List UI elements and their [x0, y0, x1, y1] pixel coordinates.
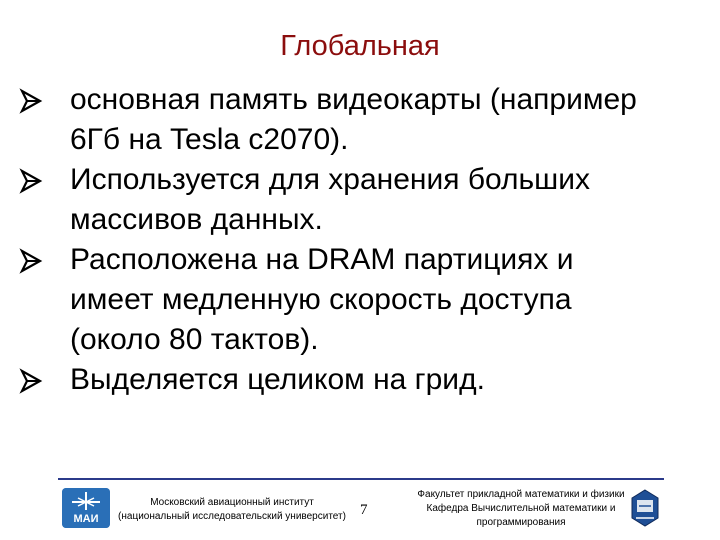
- arrow-bullet-icon: [18, 360, 54, 400]
- arrow-bullet-icon: [18, 160, 54, 200]
- bullet-item: [18, 80, 708, 160]
- bullet-list: [18, 80, 708, 400]
- bullet-item: [18, 360, 708, 400]
- faculty-name: [408, 488, 634, 530]
- bullet-line: 6Гб на Tesla c2070).: [70, 123, 349, 156]
- arrow-bullet-icon: [18, 80, 54, 120]
- bullet-line: (около 80 тактов).: [70, 323, 319, 356]
- arrow-bullet-icon: [18, 240, 54, 280]
- slide-footer: [0, 482, 720, 540]
- faculty-line: Кафедра Вычислительной математики и: [426, 503, 616, 514]
- bullet-item: [18, 160, 708, 240]
- bullet-line: массивов данных.: [70, 203, 323, 236]
- page-number: 7: [360, 502, 368, 518]
- mai-logo-text: МАИ: [73, 513, 99, 525]
- university-line: Московский авиационный институт: [150, 497, 314, 508]
- faculty-line: программирования: [476, 517, 566, 528]
- university-line: (национальный исследовательский университет): [118, 511, 346, 522]
- slide-title-text: Глобальная: [280, 30, 440, 62]
- faculty-line: Факультет прикладной математики и физики: [417, 489, 625, 500]
- department-logo-icon: [630, 488, 660, 528]
- footer-rule: [58, 478, 664, 480]
- slide-title: [0, 28, 720, 64]
- bullet-line: Выделяется целиком на грид.: [70, 363, 485, 396]
- bullet-line: основная память видеокарты (например: [70, 83, 637, 116]
- mai-logo-icon: [62, 488, 110, 528]
- university-name: [112, 496, 352, 524]
- bullet-line: Используется для хранения больших: [70, 163, 591, 196]
- bullet-line: Расположена на DRAM партициях и: [70, 243, 574, 276]
- bullet-item: [18, 240, 708, 360]
- bullet-line: имеет медленную скорость доступа: [70, 283, 572, 316]
